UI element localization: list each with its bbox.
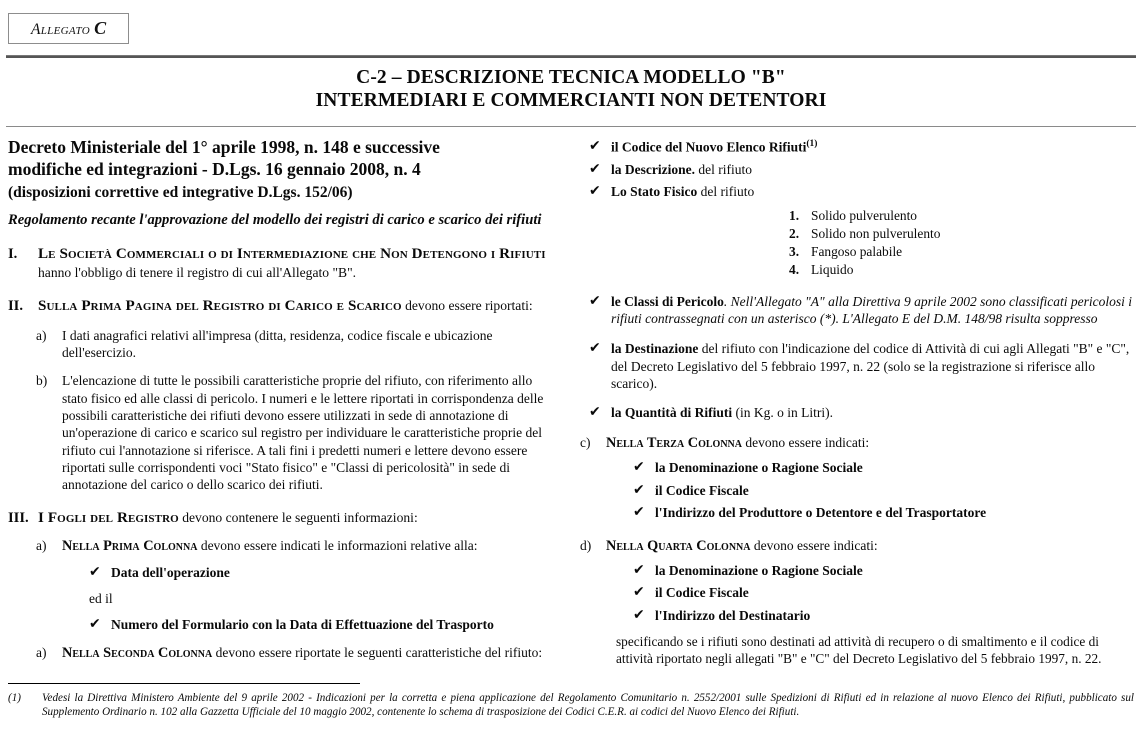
annex-badge [8,13,129,44]
check-item-label-lead: la [611,341,625,357]
list-item-text [606,434,1134,452]
footnote-text: Vedesi la Direttiva Ministero Ambiente del 9 aprile 2002 - Indicazioni per la corretta e piena applicazione del Regolamento Comunitario n. 2552/2001 sulle Spedizioni di Rifiuti ed in relazione al nuovo Elenco dei Rifiuti, pubblicato sul Supplemento Ordinario n. 102 alla Gazzetta Ufficiale del 10 maggio 2002, contenente lo schema di trasposizione dei Codici C.E.R. ai codici del Nuovo Elenco dei Rifiuti. [42,692,1134,719]
list-item-marker: a) [36,645,47,661]
check-item-label [655,562,1134,579]
annex-badge-label [31,18,107,38]
check-item-label-suffix: (in Kg. o in Litri). [732,404,834,420]
list-item-text [606,537,1134,555]
check-item-label [611,183,1134,200]
check-item-label-text: la Descrizione. [611,161,695,177]
check-icon: ✔ [589,292,601,309]
list-item-seconda-colonna [35,644,559,662]
check-icon: ✔ [589,182,601,199]
list-item-text [62,644,559,662]
list-item-marker: c) [580,435,591,451]
footnote [8,691,1134,720]
list-item [789,261,1134,279]
section-III-numeral: III. [8,509,29,526]
list-item-marker: a) [36,537,47,553]
connector-text: ed il [89,590,113,606]
quarta-colonna-tail: specificando se i rifiuti sono destinati ad attività di recupero o di smaltimento e il codice di attività riportato negli allegati "B" e "C" del Decreto Legislativo del 5 febbraio 1997, n. 22. [616,634,1102,667]
list-item-marker: b) [36,373,48,389]
list-item-text: Solido non pulverulento [811,226,941,242]
check-item-label [611,293,1134,328]
prima-colonna-rest: devono essere indicati le informazioni relative alla: [197,537,478,553]
check-item-label-text: il Codice Fiscale [655,482,749,498]
list-item [35,327,559,362]
check-item-label-text: il Codice Fiscale [655,585,749,601]
check-item-label [655,607,1134,624]
check-item-label [655,482,1134,499]
check-item-label-text: la Denominazione o Ragione Sociale [655,563,863,579]
section-III-body [38,509,559,528]
section-II-items [8,327,559,494]
physical-state-list [579,207,1134,278]
section-III-rest: devono contenere le seguenti informazioni: [178,509,418,525]
check-item-label-text: l'Indirizzo del Destinatario [655,607,811,623]
left-column [8,136,573,668]
check-item-label-italic: . Nell'Allegato "A" alla Direttiva 9 aprile 2002 sono classificati pericolosi i rifiuti contrassegnati con un asterisco (*). L'Allegato E del D.M. 148/98 risulta soppresso [611,293,1133,327]
check-item-label-text: Data dell'operazione [111,565,230,581]
check-item-label-text: Numero del Formulario con la Data di Effettuazione del Trasporto [111,616,494,632]
check-item-label [655,584,1134,601]
check-icon: ✔ [589,160,601,177]
list-item-marker: a) [36,327,47,343]
quarta-colonna-rest: devono essere indicati: [750,537,878,553]
list-item [789,207,1134,225]
section-I-rest: hanno l'obbligo di tenere il registro di cui all'Allegato "B". [38,265,357,281]
annex-badge-prefix: Allegato [31,21,90,38]
check-item-label [611,138,1134,156]
list-item-marker: 2. [789,226,800,242]
footnote-divider [8,683,360,684]
section-I-numeral: I. [8,246,18,263]
check-item-label-text: il Codice del Nuovo Elenco Rifiuti [611,139,807,155]
section-I-body [38,245,559,281]
check-icon: ✔ [89,564,101,581]
check-item-label [611,161,1134,178]
section-II-numeral: II. [8,297,24,314]
check-item-denominazione-c [579,459,1134,476]
check-item-indirizzo-d [579,607,1134,624]
list-item-text: L'elencazione di tutte le possibili caratteristiche proprie del rifiuto, con riferimento allo stato fisico ed alle classi di pericolo. I numeri e le lettere riportati in corrispondenza delle possibili caratteristiche dei rifiuti devono essere utilizzati in sede di annotazione di un'operazione di carico e scarico sul registro per individuare le caratteristiche proprie del rifiuto cui l'annotazione si riferisce. A tali fini i predetti numeri e lettere devono essere riportati sulle corrispondenti voci "Stato fisico" e "Classi di pericolosità" in sede di annotazione del carico o dello scarico dei rifiuti. [62,373,544,493]
decree-line-2: modifiche ed integrazioni - D.Lgs. 16 gennaio 2008, n. 4 [8,158,421,179]
list-item [35,372,559,493]
check-item-data-operazione [35,564,559,581]
check-icon: ✔ [633,562,645,579]
two-column-body [0,127,1142,668]
list-item-text [62,537,559,555]
list-item-marker: 1. [789,208,800,224]
list-item-marker: 4. [789,261,800,277]
list-item-marker: 3. [789,244,800,259]
list-item [789,243,1134,261]
check-item-codice-fiscale-d [579,584,1134,601]
check-item-label-text: la Quantità di Rifiuti [611,404,733,420]
list-item-text: Liquido [811,261,854,277]
seconda-colonna-caps: Nella Seconda Colonna [62,645,213,662]
check-icon: ✔ [89,615,101,632]
check-item-numero-formulario [35,616,559,633]
list-item-terza-colonna [579,434,1134,452]
check-item-denominazione-d [579,562,1134,579]
annex-badge-letter: C [94,18,107,38]
check-icon: ✔ [633,481,645,498]
check-item-codice-elenco [579,138,1134,156]
section-III-caps: I Fogli del Registro [38,509,179,526]
decree-line-1: Decreto Ministeriale del 1° aprile 1998, n. 148 e successive [8,136,440,157]
page-title-line2: INTERMEDIARI E COMMERCIANTI NON DETENTORI [315,89,827,111]
seconda-colonna-rest: devono essere riportate le seguenti caratteristiche del rifiuto: [212,645,543,661]
check-item-descrizione [579,161,1134,178]
check-item-classi-pericolo [579,293,1134,328]
check-item-label [611,404,1134,421]
check-item-label [655,459,1134,476]
decree-heading [8,136,559,203]
quarta-colonna-caps: Nella Quarta Colonna [606,537,751,554]
right-column [573,136,1134,668]
check-item-destinazione [579,340,1134,392]
check-item-label [111,564,559,581]
footnote-marker: (1) [8,692,21,704]
section-I-caps: Le Società Commerciali o di Intermediazione che Non Detengono i Rifiuti [38,246,546,263]
section-I [8,245,559,281]
page-title-line1: C-2 – DESCRIZIONE TECNICA MODELLO "B" [356,67,786,88]
check-icon: ✔ [633,504,645,521]
list-item-text: I dati anagrafici relativi all'impresa (ditta, residenza, codice fiscale e ubicazione dell'esercizio. [62,327,493,361]
check-item-quantita [579,404,1134,421]
terza-colonna-caps: Nella Terza Colonna [606,435,742,452]
section-II [8,297,559,316]
list-item-prima-colonna [35,537,559,555]
check-icon: ✔ [633,584,645,601]
page-title [0,58,1142,120]
check-item-label [611,340,1134,392]
section-III-items [8,537,559,663]
check-item-label [111,616,559,633]
list-item-text: Fangoso palabile [811,244,903,259]
regulation-subtitle: Regolamento recante l'approvazione del modello dei registri di carico e scarico dei rifiuti [8,212,542,229]
check-item-label-text: la Denominazione o Ragione Sociale [655,460,863,476]
section-II-caps: Sulla Prima Pagina del Registro di Carico e Scarico [38,297,402,314]
section-III [8,509,559,528]
check-item-label-text: Destinazione [624,341,699,357]
check-item-label [655,504,1134,521]
check-item-label-text: l'Indirizzo del Produttore o Detentore e del Trasportatore [655,505,987,521]
check-item-label-text: Lo Stato Fisico [611,183,698,199]
terza-colonna-rest: devono essere indicati: [741,435,870,451]
check-icon: ✔ [589,403,601,420]
section-II-rest: devono essere riportati: [401,297,533,313]
footnote-ref: (1) [806,138,818,149]
list-item [789,225,1134,243]
check-item-label-suffix: del rifiuto con l'indicazione del codice di Attività di cui agli Allegati "B" e "C", del Decreto Legislativo del 5 febbraio 1997, n. 22 (solo se la registrazione si riferisce allo scarico). [611,341,1130,392]
decree-line-3: (disposizioni correttive ed integrative D.Lgs. 152/06) [8,183,353,201]
check-item-codice-fiscale-c [579,482,1134,499]
list-item-marker: d) [580,537,592,553]
check-item-label-suffix: del rifiuto [697,183,755,199]
list-item-quarta-colonna [579,537,1134,555]
annex-badge-container [0,0,1142,44]
prima-colonna-caps: Nella Prima Colonna [62,537,198,554]
list-item-text: Solido pulverulento [811,208,918,224]
check-item-label-suffix: del rifiuto [694,161,752,177]
check-icon: ✔ [589,340,601,357]
check-icon: ✔ [589,137,601,154]
check-item-indirizzo-c [579,504,1134,521]
section-II-body [38,297,559,316]
check-item-stato-fisico [579,183,1134,200]
check-icon: ✔ [633,459,645,476]
check-icon: ✔ [633,606,645,623]
check-item-label-text: le Classi di Pericolo [611,293,724,309]
